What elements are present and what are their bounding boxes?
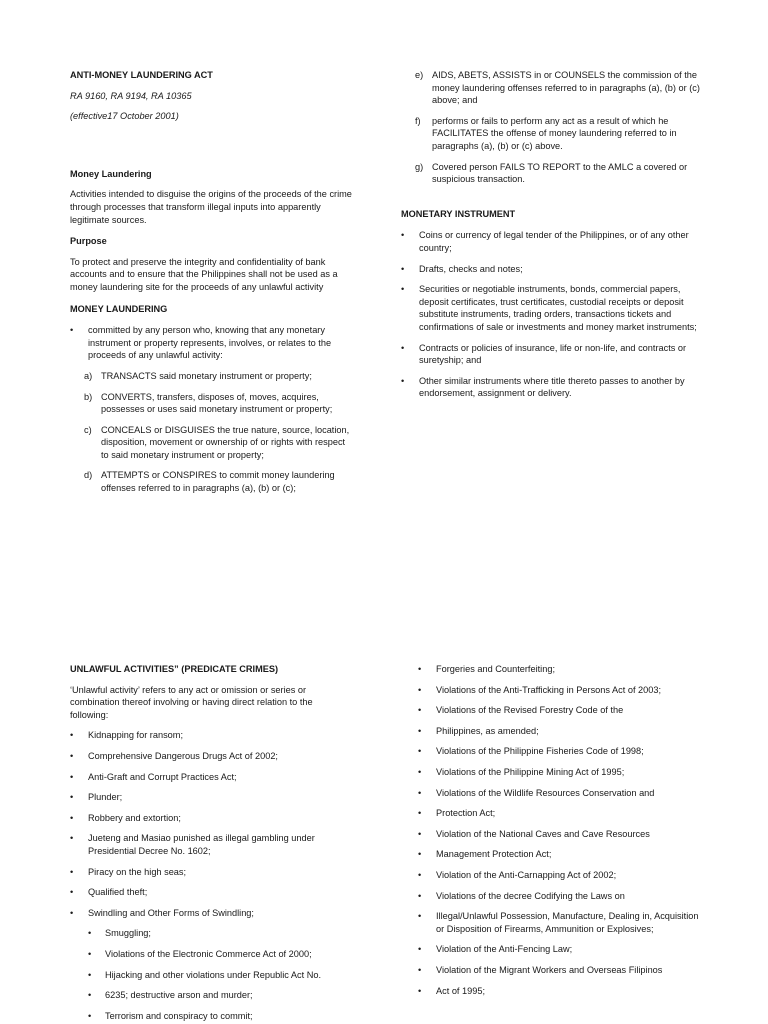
list-item <box>401 69 701 107</box>
list-item-text: Violations of the Philippine Fisheries Code of 1998; <box>436 746 644 757</box>
list-item <box>70 791 352 804</box>
list-item-text: Act of 1995; <box>436 985 486 996</box>
list-item <box>401 342 701 367</box>
list-item-text: Smuggling; <box>105 928 151 939</box>
ra-numbers: RA 9160, RA 9194, RA 10365 <box>70 90 192 101</box>
item-letter: c) <box>84 424 92 435</box>
list-item-text: Anti-Graft and Corrupt Practices Act; <box>88 771 237 782</box>
purpose-heading: Purpose <box>70 236 107 247</box>
list-item <box>70 750 352 763</box>
bottom-right-column <box>418 663 701 997</box>
list-item <box>418 704 701 717</box>
list-item-text: 6235; destructive arson and murder; <box>105 990 253 1001</box>
list-item-text: Hijacking and other violations under Republic Act No. <box>105 969 322 980</box>
list-item-text: Violation of the Anti-Fencing Law; <box>436 944 573 955</box>
list-item <box>401 263 701 276</box>
effective-date: (effective17 October 2001) <box>70 111 179 122</box>
list-item <box>401 161 701 186</box>
list-item-text: AIDS, ABETS, ASSISTS in or COUNSELS the commission of the money laundering offenses referred to in paragraphs (a), (b) or (c) above; and <box>432 70 700 106</box>
list-item-text: Management Protection Act; <box>436 849 552 860</box>
list-item-text: Philippines, as amended; <box>436 725 539 736</box>
list-item <box>70 948 352 961</box>
list-item <box>70 729 352 742</box>
list-item-text: Piracy on the high seas; <box>88 866 187 877</box>
list-item <box>418 766 701 779</box>
monetary-instrument-heading: MONETARY INSTRUMENT <box>401 208 516 219</box>
list-item <box>418 684 701 697</box>
item-letter: e) <box>415 70 424 80</box>
list-item-text: Violations of the Anti-Trafficking in Persons Act of 2003; <box>436 684 662 695</box>
list-item-text: Qualified theft; <box>88 887 148 898</box>
list-item-text: Terrorism and conspiracy to commit; <box>105 1010 253 1021</box>
list-item-text: Comprehensive Dangerous Drugs Act of 2002; <box>88 750 278 761</box>
list-item <box>70 391 352 416</box>
list-item-text: Coins or currency of legal tender of the Philippines, or of any other country; <box>419 230 689 253</box>
list-item <box>401 115 701 153</box>
list-item-text: CONVERTS, transfers, disposes of, moves, acquires, possesses or uses said monetary instrument or property; <box>101 391 333 415</box>
list-item-text: Violations of the Revised Forestry Code of the <box>436 705 624 716</box>
list-item <box>70 771 352 784</box>
list-item-text: Covered person FAILS TO REPORT to the AMLC a covered or suspicious transaction. <box>432 161 688 185</box>
list-item <box>418 890 701 903</box>
list-item <box>418 807 701 820</box>
list-item-text: Violation of the Anti-Carnapping Act of 2002; <box>436 869 617 880</box>
list-item <box>70 324 352 362</box>
list-item <box>401 283 701 333</box>
item-letter: d) <box>84 470 93 481</box>
item-letter: b) <box>84 391 93 402</box>
list-item-text: ATTEMPTS or CONSPIRES to commit money laundering offenses referred to in paragraphs (a), (b) or (c); <box>101 470 335 494</box>
money-laundering-heading: Money Laundering <box>70 168 152 179</box>
list-item-text: Protection Act; <box>436 808 496 819</box>
top-left-column <box>70 69 352 495</box>
document-title: ANTI-MONEY LAUNDERING ACT <box>70 70 213 80</box>
list-item <box>70 866 352 879</box>
list-item <box>70 832 352 857</box>
list-item-text: Violations of the Wildlife Resources Conservation and <box>436 787 655 798</box>
list-item <box>418 663 701 676</box>
list-item <box>418 910 701 935</box>
money-laundering-section-heading: MONEY LAUNDERING <box>70 303 168 314</box>
list-item-text: Violations of the Electronic Commerce Act of 2000; <box>105 948 312 959</box>
list-item <box>418 869 701 882</box>
list-item-text: Plunder; <box>88 792 123 803</box>
list-item <box>70 469 352 494</box>
list-item <box>70 969 352 982</box>
list-item-text: Jueteng and Masiao punished as illegal gambling under Presidential Decree No. 1602; <box>88 833 315 856</box>
list-item-text: Forgeries and Counterfeiting; <box>436 664 555 674</box>
list-item-text: TRANSACTS said monetary instrument or property; <box>101 370 312 381</box>
list-item-text: performs or fails to perform any act as a result of which he FACILITATES the offense of money laundering referred to in paragraphs (a), (b) or (c) above. <box>432 115 677 151</box>
item-letter: g) <box>415 161 424 172</box>
list-item-text: Securities or negotiable instruments, bonds, commercial papers, deposit certificates, trust certificates, custodial receipts or deposit substitute instruments, trading orders, transactions tickets and confirmations of sale or investments and money market instruments; <box>419 284 697 332</box>
list-item-text: Other similar instruments where title thereto passes to another by endorsement, assignment or delivery. <box>419 375 685 399</box>
list-item-text: Contracts or policies of insurance, life or non-life, and contracts or suretyship; and <box>419 342 687 366</box>
list-item <box>70 1010 352 1023</box>
unlawful-activity-definition: ‘Unlawful activity’ refers to any act or omission or series or combination thereof involving or having direct relation to the following: <box>70 684 313 720</box>
list-item <box>70 989 352 1002</box>
list-item <box>401 229 701 254</box>
list-item <box>418 828 701 841</box>
list-item <box>418 745 701 758</box>
list-item <box>418 725 701 738</box>
list-item-text: Drafts, checks and notes; <box>419 263 523 274</box>
list-item <box>418 848 701 861</box>
list-item-text: Swindling and Other Forms of Swindling; <box>88 907 254 918</box>
list-item-text: Robbery and extortion; <box>88 812 181 823</box>
list-item <box>401 375 701 400</box>
list-item <box>70 927 352 940</box>
list-item-text: Violation of the National Caves and Cave Resources <box>436 828 650 839</box>
list-item <box>418 964 701 977</box>
list-item-text: Kidnapping for ransom; <box>88 730 183 741</box>
list-item-text: Illegal/Unlawful Possession, Manufacture, Dealing in, Acquisition or Disposition of Firearms, Ammunition or Explosives; <box>436 911 699 934</box>
list-item-text: committed by any person who, knowing that any monetary instrument or property represents, involves, or relates to the proceeds of any unlawful activity: <box>88 325 332 361</box>
list-item <box>70 886 352 899</box>
list-item-text: CONCEALS or DISGUISES the true nature, source, location, disposition, movement or ownership of or rights with respect to said monetary instrument or property; <box>101 424 350 460</box>
unlawful-activities-heading: UNLAWFUL ACTIVITIES” (PREDICATE CRIMES) <box>70 664 279 674</box>
list-item <box>70 907 352 920</box>
top-right-column <box>401 69 701 400</box>
item-letter: f) <box>415 115 421 126</box>
money-laundering-definition: Activities intended to disguise the origins of the proceeds of the crime through processes that transform illegal inputs into apparently legitimate sources. <box>70 189 352 225</box>
item-letter: a) <box>84 370 93 381</box>
list-item <box>418 787 701 800</box>
list-item <box>70 370 352 383</box>
purpose-text: To protect and preserve the integrity and confidentiality of bank accounts and to ensure that the Philippines shall not be used as a money laundering site for the proceeds of any unlawful activity <box>70 256 338 292</box>
list-item-text: Violations of the Philippine Mining Act of 1995; <box>436 766 625 777</box>
list-item <box>418 943 701 956</box>
list-item <box>70 812 352 825</box>
list-item-text: Violation of the Migrant Workers and Overseas Filipinos <box>436 964 663 975</box>
list-item-text: Violations of the decree Codifying the Laws on <box>436 890 625 901</box>
bottom-left-column <box>70 663 352 1022</box>
list-item <box>70 424 352 462</box>
list-item <box>418 985 701 998</box>
